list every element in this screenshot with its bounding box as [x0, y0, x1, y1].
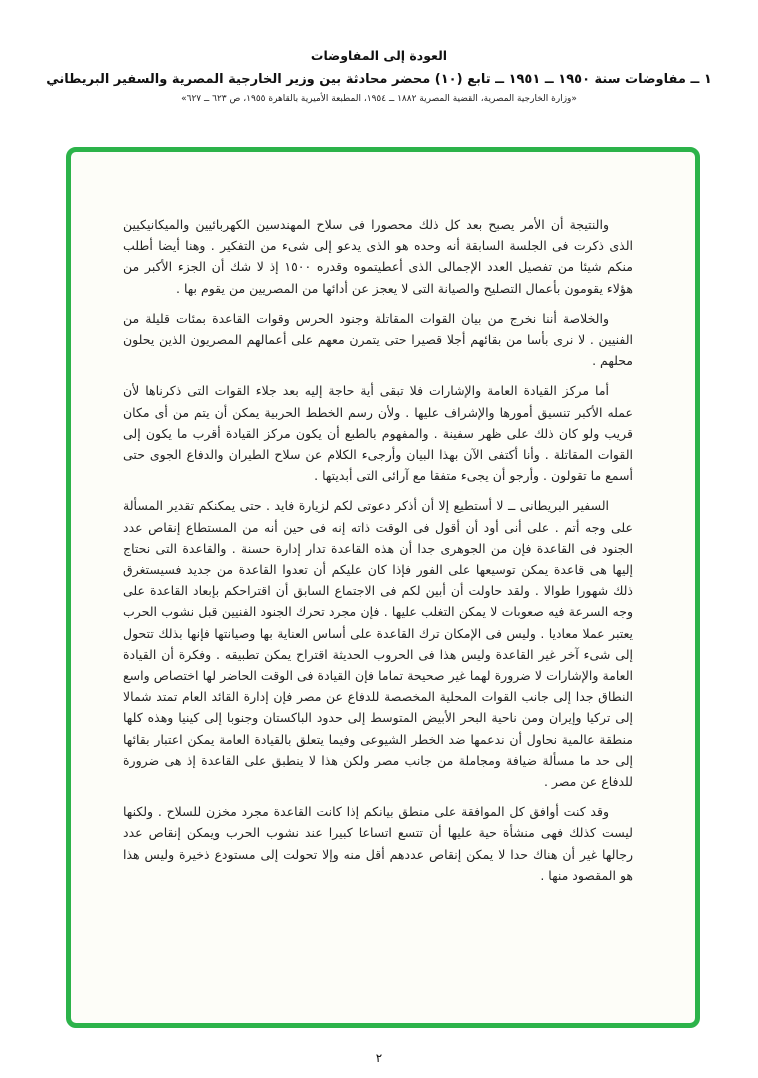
document-header	[0, 48, 758, 104]
paragraph: والخلاصة أننا نخرج من بيان القوات المقاتلة وجنود الحرس وقوات القاعدة بمئات قليلة من الفنيين . لا نرى بأسا من بقائهم أجلا قصيرا حتى يتمرن معهم على أعمالهم المصريون الذين يحلون محلهم .	[123, 310, 633, 369]
paragraph: وقد كنت أوافق كل الموافقة على منطق بيانكم إذا كانت القاعدة مجرد مخزن للسلاح . ولكنها ليست كذلك فهى منشأة حية عليها أن تتسع اتساعا كبيرا عند نشوب الحرب ويمكن إنقاص عدد رجالها غير أن هناك حدا لا يمكن إنقاص عددهم أقل منه وإلا تحولت إلى مستودع ذخيرة وليس هذا هو المقصود منها .	[123, 804, 633, 883]
paragraph: السفير البريطانى ــ لا أستطيع إلا أن أذكر دعوتى لكم لزيارة فايد . حتى يمكنكم تقدير المسألة على وجه أتم . على أنى أود أن أقول فى الوقت ذاته إنه فى حين أنه من المستطاع إنقاص عدد الجنود فى القاعدة فإن من الجوهرى جدا أن هذه القاعدة تدار إدارة حسنة . والقاعدة التى نحتاج إليها هى قاعدة يمكن توسيعها على الفور فإذا كان عليكم أن تعدوا القاعدة من جديد فسيستغرق ذلك شهورا طوالا . ولقد حاولت أن أبين لكم فى الاجتماع السابق أن اقتراحكم بإبعاد القاعدة على وجه السرعة فيه صعوبات لا يمكن التغلب عليها . فإن مجرد تحرك الجنود الفنيين قبل نشوب الحرب يعتبر عملا معاديا . وليس فى الإمكان ترك القاعدة على أساس العناية بها وصيانتها فإنها بذلك تتحول إلى شىء آخر غير القاعدة وليس هذا فى الحروب الحديثة اقتراح يمكن تطبيقه . وفكرة أن القيادة العامة والإشارات لا ضرورة لهما غير صحيحة تماما فإن القيادة فى الوقت الحاضر لها اختصاص واسع النطاق جدا إلى جانب القوات المحلية المخصصة للدفاع عن مصر فإن إدارة القائد العام تمتد شمالا إلى تركيا وإيران ومن ناحية البحر الأبيض المتوسط إلى حدود الباكستان وجنوبا إلى كينيا وهذه كلها منطقة عالمية نحاول أن ندعمها ضد الخطر الشيوعى وفيما يتعلق بالقيادة العامة يمكن اعتبار بقائها إلى حد ما مسألة ضيافة ومجاملة من جانب مصر ولكن هذا لا ينطبق على القاعدة إذ هى ضرورة للدفاع عن مصر .	[123, 498, 633, 790]
source-citation: «وزارة الخارجية المصرية، القضية المصرية ١٨٨٢ ــ ١٩٥٤، المطبعة الأميرية بالقاهرة ١٩٥٥، ص ٦٢٣ ــ ٦٢٧»	[181, 94, 577, 104]
paragraph: والنتيجة أن الأمر يصبح بعد كل ذلك محصورا فى سلاح المهندسين الكهربائيين والميكانيكيين الذى ذكرت فى الجلسة السابقة أنه وحده هو الذى يدعو إلى شىء من التفكير . وهنا أيضا أطلب منكم شيئا من تفصيل العدد الإجمالى الذى أعطيتموه وقدره ١٥٠٠ إذ لا شك أن الجزء الأكبر من هؤلاء يقومون بأعمال التصليح والصيانة التى لا يعجز عن أدائها من المصريين من يقوم بها .	[123, 217, 633, 296]
document-subtitle: ١ ــ مفاوضات سنة ١٩٥٠ ــ ١٩٥١ ــ تابع (١٠) محضر محادثة بين وزير الخارجية المصرية والسفير البريطاني	[46, 72, 712, 87]
page-number: ٢	[375, 1051, 383, 1065]
scanned-document-frame	[66, 147, 700, 1028]
paragraph: أما مركز القيادة العامة والإشارات فلا تبقى أية حاجة إليه بعد جلاء القوات التى ذكرناها لأن عمله الأكبر تنسيق أمورها والإشراف عليها . ولأن رسم الخطط الحربية يمكن أن يتم من أى مكان قريب ولو كان ذلك على ظهر سفينة . والمفهوم بالطبع أن يكون مركز القيادة أقرب ما يكون إلى القوات المقاتلة . وأنا أكتفى الآن بهذا البيان وأرجىء الكلام عن سلاح الطيران والدفاع الجوى حتى أسمع ما تقولون . وأرجو أن يجىء متفقا مع آرائى التى أبديتها .	[123, 383, 633, 484]
document-body	[123, 214, 633, 895]
page-title: العودة إلى المفاوضات	[310, 48, 448, 63]
